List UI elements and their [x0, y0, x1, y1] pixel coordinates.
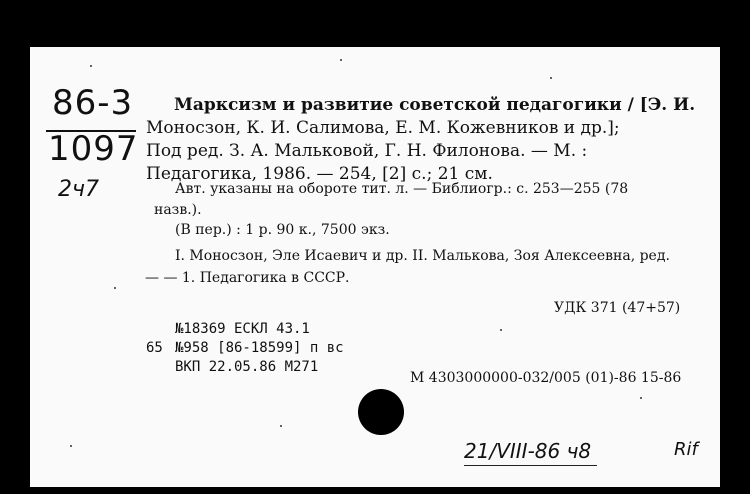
title-line-3: Под ред. З. А. Мальковой, Г. Н. Филонова. — М. :	[146, 141, 588, 161]
shelf-number-bottom: 1097	[48, 129, 139, 169]
control-line-3: ВКП 22.05.86 М271	[175, 359, 319, 375]
tracing-line-1: I. Моносзон, Эле Исаевич и др. II. Малькова, Зоя Алексеевна, ред.	[175, 248, 670, 264]
speck	[640, 397, 642, 399]
control-line-2: №958 [86-18599] п вс	[175, 340, 344, 356]
speck	[550, 77, 552, 79]
udk-code: УДК 371 (47+57)	[554, 300, 681, 316]
speck	[90, 65, 92, 67]
isbn-code: М 4303000000-032/005 (01)-86 15-86	[410, 370, 682, 386]
shelf-number-top: 86-3	[52, 83, 134, 123]
title-line-4: Педагогика, 1986. — 254, [2] с.; 21 см.	[146, 164, 493, 184]
speck	[500, 329, 502, 331]
speck	[114, 287, 116, 289]
handwritten-date: 21/VIII-86 ч8	[464, 439, 597, 466]
note-line-1: Авт. указаны на обороте тит. л. — Библиогр.: с. 253—255 (78	[175, 181, 629, 197]
note-line-2: назв.).	[154, 202, 202, 218]
title-line-1: Марксизм и развитие советской педагогики / [Э. И.	[174, 95, 696, 115]
note-line-3: (В пер.) : 1 р. 90 к., 7500 экз.	[175, 222, 390, 238]
speck	[280, 425, 282, 427]
control-prefix: 65	[146, 340, 163, 356]
control-line-1: №18369 ЕСКЛ 43.1	[175, 321, 310, 337]
handwritten-mark: 2ч7	[58, 177, 99, 202]
handwritten-signature: Rif	[674, 439, 698, 460]
catalog-card	[30, 47, 720, 487]
speck	[70, 445, 72, 447]
speck	[340, 59, 342, 61]
title-line-2: Моносзон, К. И. Салимова, Е. М. Кожевников и др.];	[146, 118, 620, 138]
punch-hole	[358, 389, 404, 435]
tracing-line-2: — — 1. Педагогика в СССР.	[145, 270, 350, 286]
